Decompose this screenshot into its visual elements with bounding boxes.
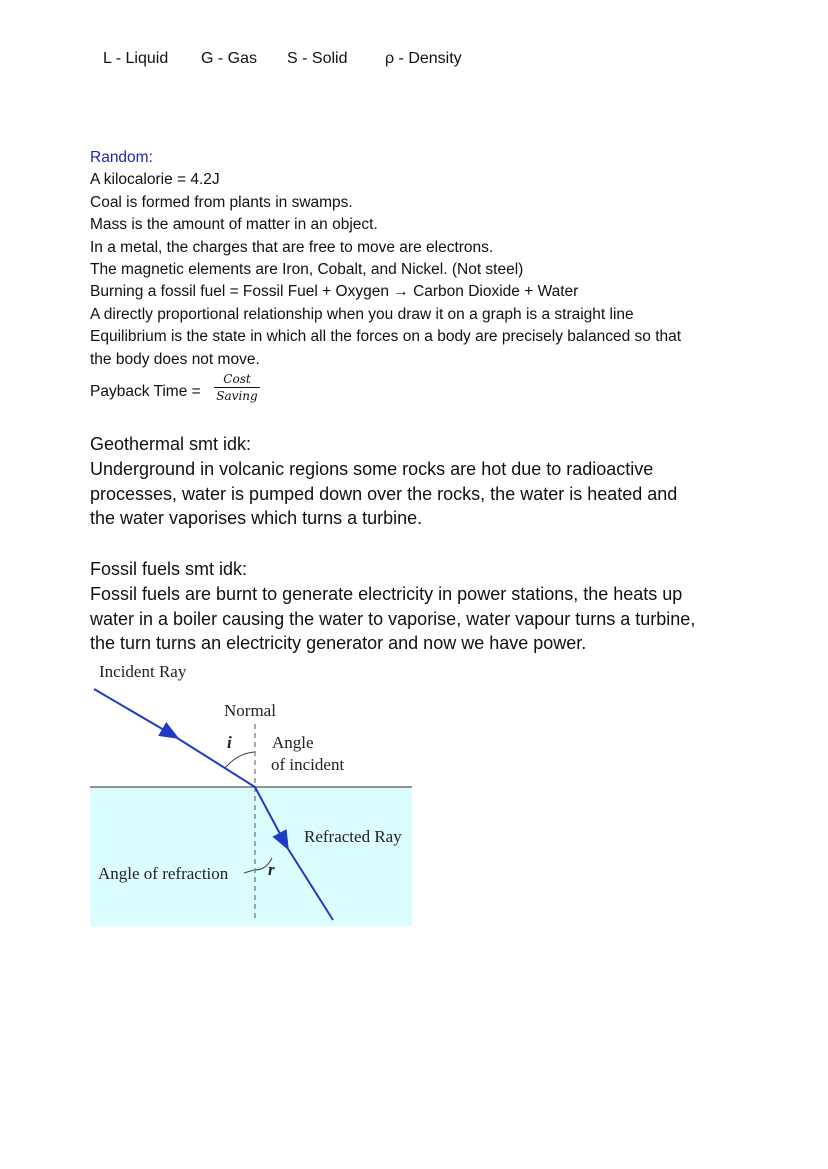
payback-fraction bbox=[214, 372, 260, 405]
paragraph-line: water in a boiler causing the water to vaporise, water vapour turns a turbine, bbox=[90, 608, 696, 629]
legend-solid: S - Solid bbox=[287, 50, 348, 67]
legend-liquid: L - Liquid bbox=[103, 50, 169, 67]
paragraph-line: the water vaporises which turns a turbine. bbox=[90, 508, 423, 529]
fact-line: The magnetic elements are Iron, Cobalt, and Nickel. (Not steel) bbox=[90, 261, 524, 279]
fossil-fuels-section bbox=[90, 557, 740, 656]
fact-line: Mass is the amount of matter in an object. bbox=[90, 216, 378, 234]
fact-line: Coal is formed from plants in swamps. bbox=[90, 193, 353, 211]
fact-line: Equilibrium is the state in which all the forces on a body are precisely balanced so that bbox=[90, 328, 682, 346]
i-symbol: i bbox=[227, 733, 232, 752]
fact-line: Burning a fossil fuel = Fossil Fuel + Oxygen → Carbon Dioxide + Water bbox=[90, 283, 579, 301]
paragraph-line: Underground in volcanic regions some rocks are hot due to radioactive bbox=[90, 458, 654, 479]
payback-label: Payback Time = bbox=[90, 383, 201, 401]
refraction-diagram-svg bbox=[90, 658, 412, 926]
payback-formula bbox=[90, 371, 740, 415]
fossil-heading: Fossil fuels smt idk: bbox=[90, 559, 248, 579]
refracted-ray-label: Refracted Ray bbox=[304, 827, 402, 846]
fact-line: In a metal, the charges that are free to move are electrons. bbox=[90, 238, 494, 256]
angle-of-incident-label-2: of incident bbox=[271, 755, 345, 774]
random-heading: Random: bbox=[90, 149, 153, 166]
water-region bbox=[90, 787, 412, 926]
geothermal-heading: Geothermal smt idk: bbox=[90, 434, 252, 454]
angle-of-incident-label-1: Angle bbox=[272, 733, 314, 752]
fact-line: A kilocalorie = 4.2J bbox=[90, 171, 220, 189]
payback-numerator: Cost bbox=[214, 372, 260, 388]
paragraph-line: Fossil fuels are burnt to generate electricity in power stations, the heats up bbox=[90, 583, 683, 604]
legend-density: ρ - Density bbox=[385, 50, 462, 67]
random-section bbox=[90, 147, 740, 415]
incident-ray-label: Incident Ray bbox=[99, 662, 187, 681]
angle-of-refraction-label: Angle of refraction bbox=[98, 864, 229, 883]
paragraph-line: the turn turns an electricity generator and now we have power. bbox=[90, 633, 587, 654]
angle-of-incident-arc bbox=[225, 752, 255, 768]
incident-ray-arrow bbox=[94, 689, 176, 737]
incident-ray bbox=[174, 736, 255, 787]
payback-denominator: Saving bbox=[216, 389, 258, 404]
r-symbol: r bbox=[268, 860, 275, 879]
fact-line: the body does not move. bbox=[90, 350, 260, 368]
fact-line: A directly proportional relationship when you draw it on a graph is a straight line bbox=[90, 305, 634, 323]
geothermal-section bbox=[90, 432, 740, 531]
normal-label: Normal bbox=[224, 701, 276, 720]
legend-gas: G - Gas bbox=[201, 50, 258, 67]
refraction-diagram bbox=[90, 658, 412, 926]
paragraph-line: processes, water is pumped down over the rocks, the water is heated and bbox=[90, 483, 678, 504]
